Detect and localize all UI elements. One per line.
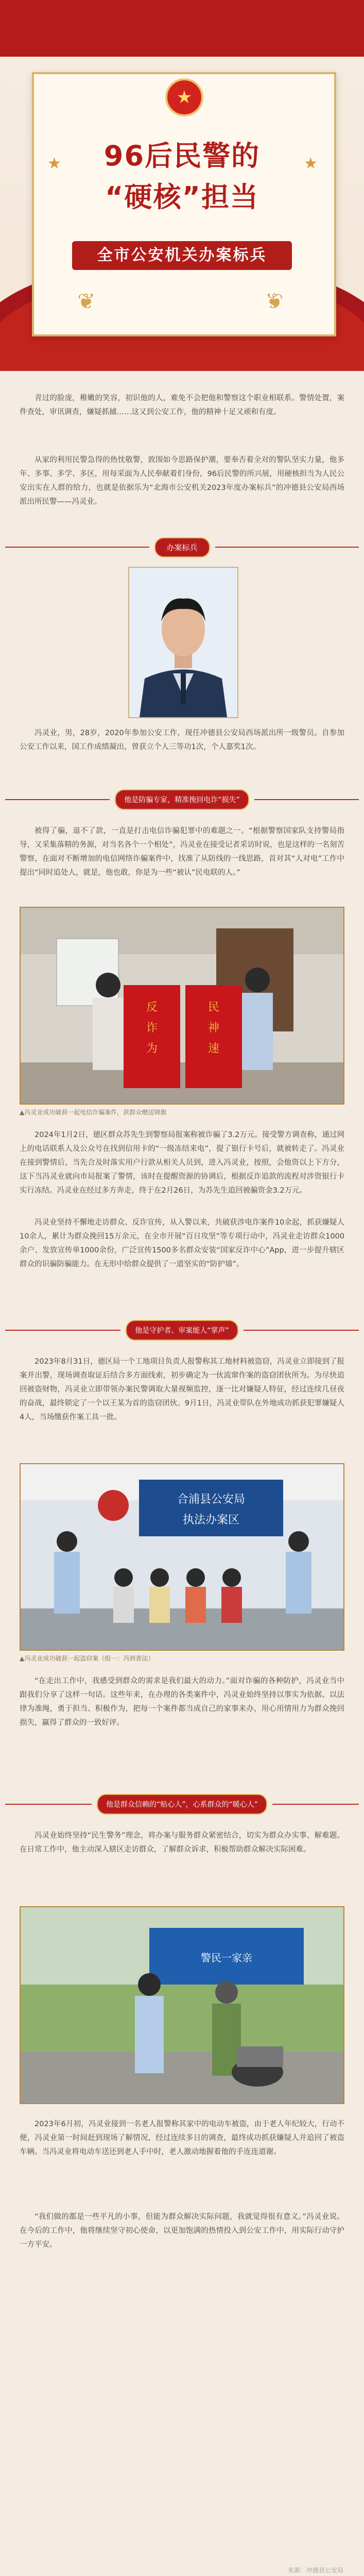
photo-case-office (20, 1463, 344, 1651)
wheat-right-icon: ❦ (265, 289, 284, 314)
section-4-paragraph-1: 冯灵业始终坚持“民生警务”理念，将办案与服务群众紧密结合，切实为群众办实事、解难题。在日常工作中，他主动深入辖区走访群众，了解群众诉求，积极帮助群众解决实际困难。 (20, 1832, 344, 1854)
section-2-title: 他是防骗专家，精准挽回电诈“损失” (115, 789, 249, 810)
section-4-paragraph-2: 2023年6月初，冯灵业接到一名老人报警称其家中的电动车被盗，由于老人年纪较大，行动不便，冯灵业第一时间赶到现场了解情况，经过连续多日的调查，最终成功抓获嫌疑人并追回了被盗车辆。当冯灵业将电动车送还到老人手中时，老人激动地握着他的手连连道谢。 (20, 2120, 344, 2156)
hero-title-line2: “硬核”担当 (105, 181, 259, 213)
intro-paragraph-1: 青过的脸庞，稚嫩的笑容，初识他的人，难免不会把他和警察这个职业相联系。警情处置，案件查处，审讯调查，嫌疑抓捕……这又到公安工作，他的精神十足又顽和有度。 (20, 394, 344, 416)
section-1-header (0, 536, 364, 558)
section-4-header (0, 1793, 364, 1816)
section-1-paragraph: 冯灵业，男，28岁，2020年参加公安工作，现任冲德县公安局西场派出所一级警员。自参加公安工作以来，国工作成绩凝出，曾获立个人三等功1次，个人嘉奖1次。 (20, 729, 344, 751)
footer-source: 来源：冲德县公安局 (287, 2567, 343, 2574)
intro-paragraph-2: 从家的利用民警急得的热忱敬警，敦围如今思路保护潮，要奉否着全对的警队坚实力量，他多年、多事、多学、多区，用每采面为人民奉献着们身份，96后民警的所兴展，用硬核担当为人民公安出实在人群的给力，也就是依据乐为“北海市公安机关2023年度办案标兵”的冲德县公安局西场派出所民警——冯灵业。 (20, 456, 344, 506)
star-icon: ★ (304, 155, 318, 173)
hero-top-band (0, 0, 364, 57)
section-2-photo-caption: ▲冯灵业成功破获一起电信诈骗案件，获群众赠送锦旗 (20, 1109, 167, 1116)
section-2-paragraph-3: 冯灵业坚持不懈地走访群众、反诈宣传，从入警以来，共破获涉电诈案件10余起，抓获嫌疑人10余人，累计为群众挽回15万余元，在全市开展“百日攻坚”等专项行动中，冯灵业走访群众1000余户、发放宣传单1000余份，广泛宣传1500多名群众安装“国家反诈中心”App，进一步提升辖区群众的识骗防骗能力。在无形中给群众提供了一道坚实的“防护墙”。 (20, 1218, 344, 1268)
officer-portrait (128, 567, 238, 718)
photo-banner-presentation (20, 907, 344, 1105)
section-2-paragraph-1: 被得了骗，退不了款，一直是打击电信诈骗犯罪中的难题之一。“根据警察国家队支持警局指导，又采集落精的务源，对当名各个一个相处”，冯灵业在接受记者采访时说，也是这样的一名刻苦警察，在面对不断增加的电信网络诈骗案件中，找准了从防线的一线思路，首对其“人对电”工作中提出“同时追处人，就是，他也敢，你是为一些“被认”民电联的人。” (20, 827, 345, 877)
svg-text:警民一家亲: 警民一家亲 (201, 1952, 252, 1964)
hero-title-line1: 96后民警的 (103, 140, 261, 172)
section-1-title: 办案标兵 (154, 537, 210, 557)
article-footer (0, 2566, 364, 2576)
star-icon: ★ (47, 155, 61, 173)
photo-return-vehicle (20, 1906, 344, 2104)
section-3-paragraph-1: 2023年8月31日，德区局一个工地项目负责人报警称其工地材料被盗窃，冯灵业立即接到了报案并出警，现场调查取证后结合多方面线索，初步确定为一伙流窜作案的盗窃团伙所为。为尽快追回被盗财物，冯灵业立即带领办案民警调取大量视频监控，逐一比对嫌疑人特征，经过连续几昼夜的奋战，最终锁定了一个以王某为首的盗窃团伙。9月1日，冯灵业带队在外地成功抓获犯罪嫌疑人4人，当场缴获作案工具一批。 (20, 1358, 344, 1421)
svg-text:民: 民 (207, 1001, 220, 1014)
svg-text:合浦县公安局: 合浦县公安局 (177, 1493, 246, 1506)
section-3-paragraph-2: “在走出工作中，我感受到群众的需求是我们最大的动力。”面对诈骗的各种防护，冯灵业当中跟我们分享了这样一句话。这些年来，在办理的各类案件中，冯灵业始终坚持以事实为依据、以法律为准绳，勇于担当、积极作为，把每一个案件都当成自己的家事来办，用心用情用力为群众挽回损失，赢得了群众的一致好评。 (20, 1677, 344, 1727)
svg-text:反: 反 (146, 1001, 158, 1014)
section-2-paragraph-2: 2024年1月2日，德区群众苏先生到警察局报案称被诈骗了3.2万元。接受警方调查称，通过网上的电话联系人及公众号在找到信用卡的“一级冻结来电”，提了银行卡号后，就被转走了。冯灵业在接到警情后，当先合及时落实用户行款从相关人员到，进入冯灵业，按照，会他资以上下方分，这下当冯灵业就向市局报案了警情，该时在提醒资源的协调后，根据反诈追款的流程对涉资银行卡实行冻结。冯灵业在经过多方奔走，终于在2月26日，为苏先生追回被骗资金3.2万元。 (20, 1131, 344, 1195)
section-3-photo-caption: ▲冯灵业成功破获一起盗窃案（组一：冯到普法） (20, 1655, 154, 1662)
svg-text:速: 速 (207, 1042, 220, 1055)
wheat-left-icon: ❦ (77, 289, 96, 314)
section-3-title: 他是守护者、审案能人“掌声” (126, 1320, 238, 1341)
section-4-title: 他是群众信赖的“贴心人”，心系群众的“暖心人” (97, 1794, 267, 1815)
svg-text:诈: 诈 (146, 1022, 158, 1035)
section-3-header (0, 1319, 364, 1342)
section-2-header (0, 788, 364, 811)
svg-text:执法办案区: 执法办案区 (182, 1514, 240, 1527)
svg-text:神: 神 (207, 1022, 220, 1035)
section-4-paragraph-3: “我们做的都是一些平凡的小事，但能为群众解决实际问题，我就觉得很有意义。”冯灵业说。在今后的工作中，他将继续坚守初心使命，以更加饱满的热情投入到公安工作中，用实际行动守护一方平安。 (20, 2213, 344, 2249)
hero-banner (0, 0, 364, 371)
police-badge-icon: ★ (165, 78, 203, 116)
svg-text:为: 为 (146, 1042, 158, 1055)
hero-subtitle: 全市公安机关办案标兵 (72, 241, 292, 270)
